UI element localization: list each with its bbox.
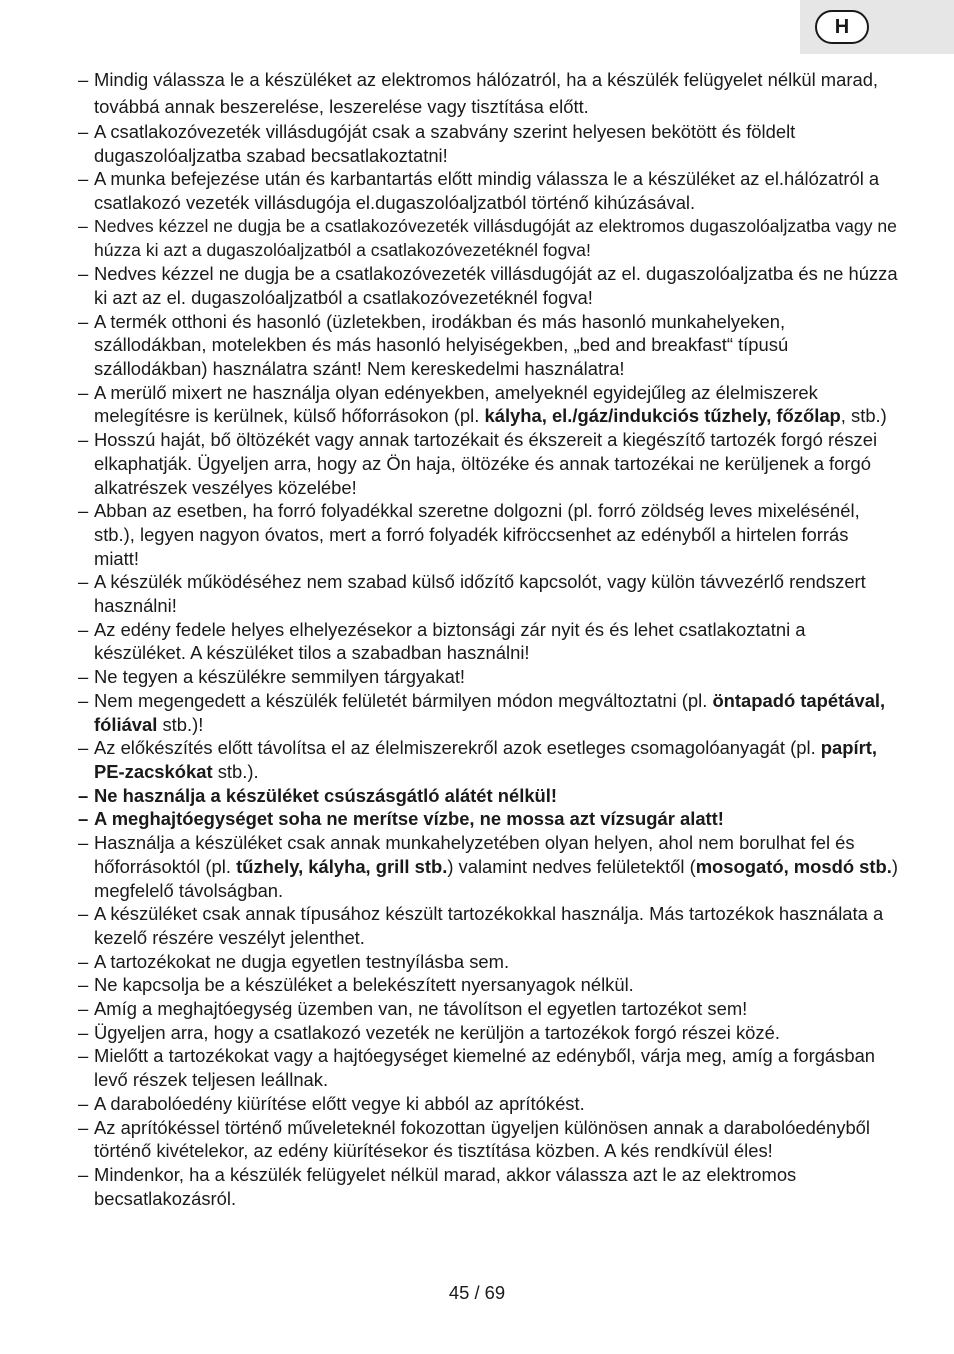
bullet-dash: – [78, 168, 89, 190]
list-item [78, 665, 898, 689]
list-item [78, 66, 898, 120]
list-item [78, 570, 898, 617]
bullet-dash: – [78, 571, 89, 593]
list-item [78, 1092, 898, 1116]
bullet-dash: – [78, 808, 89, 830]
list-item [78, 120, 898, 167]
item-text: ) megfelelő távolságban. [94, 855, 899, 901]
list-item [78, 428, 898, 499]
list-item [78, 215, 898, 262]
bullet-dash: – [78, 121, 89, 142]
bullet-dash: – [78, 1092, 89, 1114]
list-item [78, 310, 898, 381]
item-text: Az előkészítés előtt távolítsa el az élelmiszerekről azok esetleges csomagolóanyagát (pl. [94, 737, 821, 759]
language-tab [800, 0, 954, 54]
item-text: A meghajtóegységet soha ne merítse vízbe, ne mossa azt vízsugár alatt! [94, 808, 724, 830]
item-text: A termék otthoni és hasonló (üzletekben, irodákban és más hasonló munkahelyeken, szállodákban, motelekben és más hasonló helyiségekben, „bed and breakfast“ típusú szállodákban) használatra szánt! Nem kereskedelmi használatra! [94, 310, 789, 380]
item-text: A csatlakozóvezeték villásdugóját csak a szabvány szerint helyesen bekötött és földelt dugaszolóaljzatba szabad becsatlakoztatni! [94, 121, 796, 166]
list-item [78, 1116, 898, 1163]
emphasis-text: öntapadó tapétával, fóliával [94, 689, 886, 735]
item-text: Ne kapcsolja be a készüléket a belekészített nyersanyagok nélkül. [94, 974, 634, 996]
item-text: Ügyeljen arra, hogy a csatlakozó vezeték ne kerüljön a tartozékok forgó részei közé. [94, 1021, 780, 1043]
emphasis-text: mosogató, mosdó stb. [695, 855, 892, 877]
item-text: Amíg a meghajtóegység üzemben van, ne távolítson el egyetlen tartozékot sem! [94, 998, 748, 1020]
list-item [78, 689, 898, 736]
list-item [78, 1044, 898, 1091]
list-item [78, 381, 898, 428]
item-text: A munka befejezése után és karbantartás előtt mindig válassza le a készüléket az el.hálózatról a csatlakozó vezeték villásdugója el.dugaszolóaljzatból történő kihúzásával. [94, 168, 880, 214]
bullet-dash: – [78, 784, 89, 806]
item-text: Mindenkor, ha a készülék felügyelet nélkül marad, akkor válassza azt le az elektromos becsatlakozásról. [94, 1163, 797, 1209]
item-text: Ne használja a készüléket csúszásgátló alátét nélkül! [94, 784, 558, 806]
item-text: A készülék működéséhez nem szabad külső időzítő kapcsolót, vagy külön távvezérlő rendszert használni! [94, 571, 866, 617]
bullet-dash: – [78, 998, 89, 1020]
emphasis-text: kályha, el./gáz/indukciós tűzhely, főzőlap [484, 405, 841, 427]
item-text: Nedves kézzel ne dugja be a csatlakozóvezeték villásdugóját az elektromos dugaszolóaljzatba vagy ne húzza ki azt a dugaszolóaljzatból a csatlakozóvezetéknél fogva! [94, 215, 897, 260]
item-text: , stb.) [840, 405, 887, 427]
list-item [78, 499, 898, 570]
bullet-dash: – [78, 310, 89, 332]
item-text: A tartozékokat ne dugja egyetlen testnyílásba sem. [94, 950, 510, 972]
item-text: Mindig válassza le a készüléket az elektromos hálózatról, ha a készülék felügyelet nélkül marad, továbbá annak beszerelése, leszerelése vagy tisztítása előtt. [94, 69, 879, 117]
emphasis-text: papírt, PE-zacskókat [94, 737, 877, 782]
item-text: stb.). [212, 760, 259, 782]
item-text: A merülő mixert ne használja olyan edényekben, amelyeknél egyidejűleg az élelmiszerek melegítésre is kerülnek, külső hőforrásokon (pl. [94, 381, 818, 427]
emphasis-text: tűzhely, kályha, grill stb. [236, 855, 448, 877]
bullet-dash: – [78, 429, 89, 451]
item-text: Abban az esetben, ha forró folyadékkal szeretne dolgozni (pl. forró zöldség leves mixelésénél, stb.), legyen nagyon óvatos, mert a forró folyadék kifröccsenhet az edényből a hirtelen forrás miatt! [94, 500, 860, 569]
bullet-dash: – [78, 1045, 89, 1067]
bullet-dash: – [78, 1021, 89, 1043]
list-item [78, 736, 898, 783]
bullet-dash: – [78, 737, 89, 759]
bullet-dash: – [78, 832, 89, 854]
bullet-dash: – [78, 950, 89, 972]
bullet-dash: – [78, 903, 89, 925]
item-text: Ne tegyen a készülékre semmilyen tárgyakat! [94, 666, 466, 688]
list-item [78, 262, 898, 309]
item-text: Nedves kézzel ne dugja be a csatlakozóvezeték villásdugóját az el. dugaszolóaljzatba és ne húzza ki azt az el. dugaszolóaljzatból a csatlakozóvezetéknél fogva! [94, 263, 898, 308]
bullet-dash: – [78, 1116, 89, 1138]
bullet-dash: – [78, 1163, 89, 1185]
list-item [78, 167, 898, 214]
list-item [78, 807, 898, 831]
item-text: Mielőtt a tartozékokat vagy a hajtóegységet kiemelné az edényből, várja meg, amíg a forgásban levő részek teljesen leállnak. [94, 1045, 876, 1091]
list-item [78, 973, 898, 997]
bullet-dash: – [78, 618, 89, 640]
item-text: Az aprítókéssel történő műveleteknél fokozottan ügyeljen különösen annak a darabolóedényből történő kivételekor, az edény kiürítésekor és tisztítása közben. A kés rendkívül éles! [94, 1116, 870, 1162]
bullet-dash: – [78, 500, 89, 522]
item-text: stb.)! [157, 713, 204, 735]
item-text: A készüléket csak annak típusához készült tartozékokkal használja. Más tartozékok használata a kezelő részére veszélyt jelenthet. [94, 903, 884, 948]
language-badge: H [815, 10, 869, 44]
page-number: 45 / 69 [448, 1282, 506, 1303]
item-text: Az edény fedele helyes elhelyezésekor a biztonsági zár nyit és és lehet csatlakoztatni a készüléket. A készüléket tilos a szabadban használni! [94, 618, 806, 664]
bullet-dash: – [78, 69, 89, 90]
item-text: Nem megengedett a készülék felületét bármilyen módon megváltoztatni (pl. [94, 689, 713, 711]
bullet-dash: – [78, 215, 88, 236]
safety-instructions-list [78, 66, 898, 1210]
list-item [78, 950, 898, 974]
list-item [78, 618, 898, 665]
list-item [78, 1021, 898, 1045]
item-text: Hosszú haját, bő öltözékét vagy annak tartozékait és ékszereit a kiegészítő tartozék forgó részei elkaphatják. Ügyeljen arra, hogy az Ön haja, öltözéke és annak tartozékai ne kerüljenek a forgó alkatrészek veszélyes közelébe! [94, 429, 878, 498]
item-text: Használja a készüléket csak annak munkahelyzetében olyan helyen, ahol nem borulhat fel és hőforrásoktól (pl. [94, 832, 855, 877]
list-item [78, 902, 898, 949]
bullet-dash: – [78, 974, 89, 996]
list-item [78, 784, 898, 808]
list-item [78, 1163, 898, 1210]
bullet-dash: – [78, 689, 89, 711]
item-text: A darabolóedény kiürítése előtt vegye ki abból az aprítókést. [94, 1092, 585, 1114]
bullet-dash: – [78, 381, 89, 403]
list-item [78, 997, 898, 1021]
list-item [78, 831, 898, 902]
bullet-dash: – [78, 666, 89, 688]
item-text: ) valamint nedves felületektől ( [447, 855, 696, 877]
bullet-dash: – [78, 263, 89, 285]
